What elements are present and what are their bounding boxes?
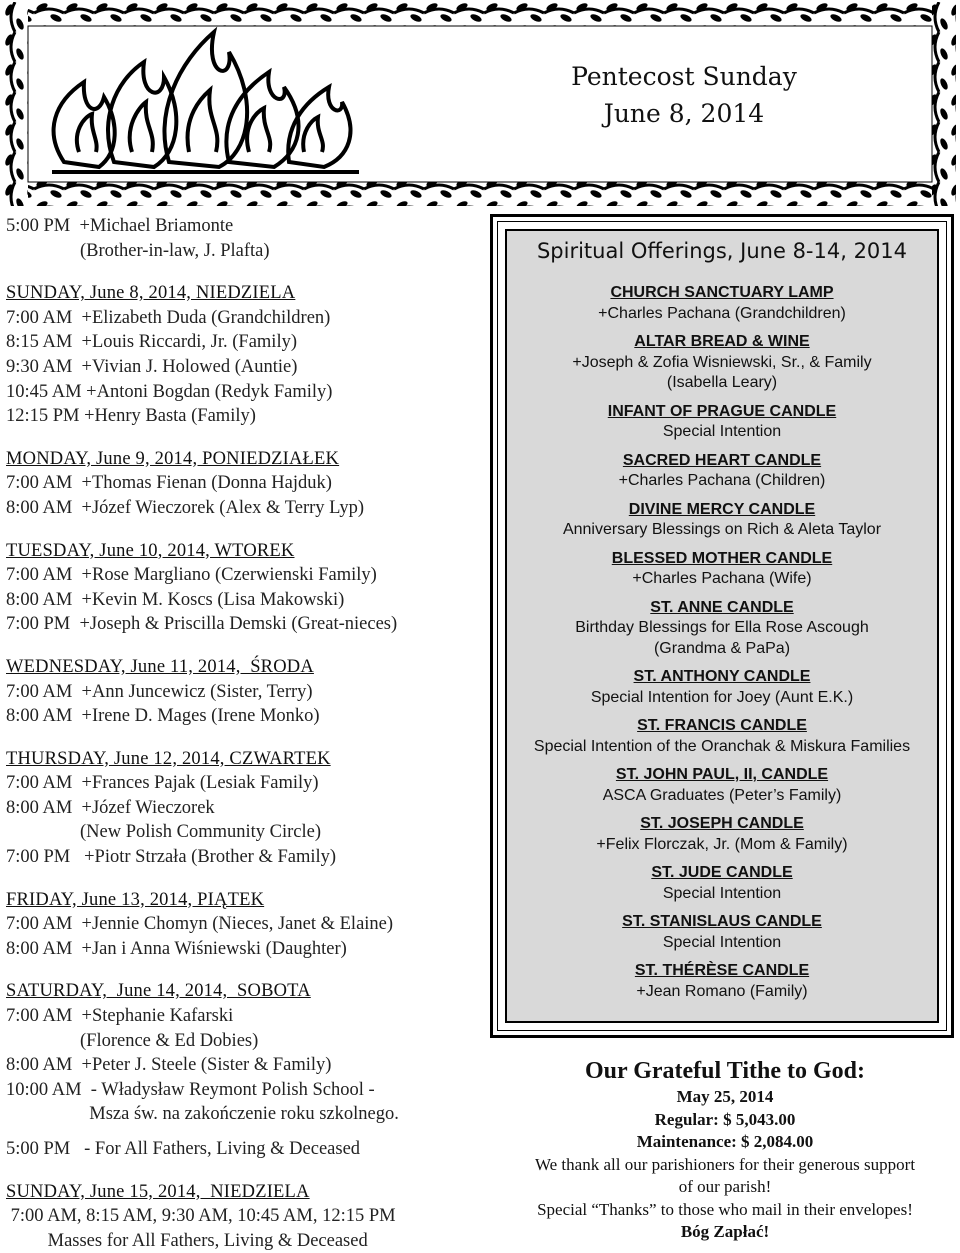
schedule-line: 7:00 PM +Piotr Strzała (Brother & Family) [6,847,337,868]
schedule-line: (Brother-in-law, J. Plafta) [6,240,270,261]
tithe-regular: Regular: $ 5,043.00 [654,1109,796,1129]
day-heading: MONDAY, June 9, 2014, PONIEDZIAŁEK [6,448,340,469]
schedule-line: 10:45 AM +Antoni Bogdan (Redyk Family) [6,381,333,402]
offering-heading: ST. JOHN PAUL, II, CANDLE [615,766,829,783]
schedule-line: 12:15 PM +Henry Basta (Family) [6,406,256,427]
offerings-title: Spiritual Offerings, June 8-14, 2014 [536,239,908,263]
offering-item [507,667,937,708]
day-heading: THURSDAY, June 12, 2014, CZWARTEK [6,748,331,769]
page-date: June 8, 2014 [603,99,765,128]
offering-item [507,549,937,590]
offering-item [507,863,937,904]
offering-item [507,332,937,394]
schedule-line: Masses for All Fathers, Living & Deceased [6,1230,368,1251]
schedule-line: Msza św. na zakończenie roku szkolnego. [6,1104,399,1125]
schedule-line: 7:00 AM +Elizabeth Duda (Grandchildren) [6,307,331,328]
schedule-line: 8:15 AM +Louis Riccardi, Jr. (Family) [6,332,297,353]
schedule-line: 8:00 AM +Jan i Anna Wiśniewski (Daughter) [6,938,347,959]
offering-line: Special Intention [662,884,782,902]
day-heading: SATURDAY, June 14, 2014, SOBOTA [6,981,311,1002]
offering-item [507,765,937,806]
schedule-line: 8:00 AM +Kevin M. Koscs (Lisa Makowski) [6,589,345,610]
offering-line: Special Intention of the Oranchak & Miskura Families [533,737,911,755]
header-banner [4,2,956,206]
schedule-line: 7:00 AM +Stephanie Kafarski [6,1006,234,1027]
offering-line: Birthday Blessings for Ella Rose Ascough [575,619,869,636]
day-heading: TUESDAY, June 10, 2014, WTOREK [6,540,295,561]
tithe-maintenance: Maintenance: $ 2,084.00 [636,1132,814,1151]
tithe-thanks: Special “Thanks” to those who mail in their envelopes! [537,1199,913,1219]
offering-heading: DIVINE MERCY CANDLE [628,500,816,518]
offering-line: +Jean Romano (Family) [636,982,808,1000]
offering-line: (Grandma & PaPa) [653,639,791,657]
offering-heading: CHURCH SANCTUARY LAMP [610,284,834,301]
offering-line: Special Intention [662,423,782,440]
offering-item [507,402,937,443]
schedule-line: 7:00 PM +Joseph & Priscilla Demski (Great-nieces) [6,614,398,635]
day-heading: WEDNESDAY, June 11, 2014, ŚRODA [6,656,314,677]
offering-heading: ST. FRANCIS CANDLE [637,717,807,734]
schedule-line: 8:00 AM +Józef Wieczorek (Alex & Terry Lyp) [6,497,365,518]
offering-line: +Charles Pachana (Children) [618,472,826,489]
schedule-line: (Florence & Ed Dobies) [6,1030,259,1051]
offering-item [507,451,937,492]
schedule-line: 8:00 AM +Peter J. Steele (Sister & Family) [6,1055,332,1076]
schedule-line: (New Polish Community Circle) [6,822,321,843]
offering-heading: ST. ANTHONY CANDLE [633,668,811,685]
offering-heading: ST. ANNE CANDLE [650,598,794,616]
offering-item [507,961,937,1002]
schedule-line: 7:00 AM +Ann Juncewicz (Sister, Terry) [6,681,313,702]
offering-item [507,912,937,953]
tithe-thanks: We thank all our parishioners for their generous support [534,1154,916,1174]
schedule-line: 10:00 AM - Władysław Reymont Polish School - [6,1079,375,1100]
offering-item [507,598,937,660]
offering-heading: BLESSED MOTHER CANDLE [611,549,833,567]
offering-heading: ST. JOSEPH CANDLE [640,815,804,832]
offering-item [507,814,937,855]
schedule-line: 7:00 AM +Frances Pajak (Lesiak Family) [6,773,319,794]
tithe-date: May 25, 2014 [676,1087,774,1106]
offering-heading: ST. STANISLAUS CANDLE [622,913,822,930]
offering-item [507,716,937,757]
offering-line: Special Intention [662,933,782,951]
offering-heading: ALTAR BREAD & WINE [634,333,810,350]
day-heading: SUNDAY, June 15, 2014, NIEDZIELA [6,1181,310,1202]
offering-heading: ST. THÉRÈSE CANDLE [634,962,810,979]
vine-border-decoration [4,2,956,206]
page-title: Pentecost Sunday [571,62,797,91]
schedule-line: 7:00 AM +Thomas Fienan (Donna Hajduk) [6,473,332,494]
offering-line: +Charles Pachana (Grandchildren) [598,304,846,322]
mass-schedule [6,214,476,1253]
offerings-panel [505,229,939,1023]
schedule-line: 7:00 AM +Rose Margliano (Czerwienski Family) [6,565,377,586]
schedule-line: 5:00 PM - For All Fathers, Living & Deceased [6,1139,361,1159]
schedule-line: 9:30 AM +Vivian J. Holowed (Auntie) [6,356,298,377]
offerings-list [507,283,937,1010]
offering-line: +Charles Pachana (Wife) [632,570,812,587]
offering-item [507,283,937,324]
offerings-frame [490,214,954,1038]
offering-heading: INFANT OF PRAGUE CANDLE [607,402,837,420]
schedule-line: 7:00 AM, 8:15 AM, 9:30 AM, 10:45 AM, 12:15 PM [6,1206,396,1227]
schedule-line: 7:00 AM +Jennie Chomyn (Nieces, Janet & Elaine) [6,914,394,935]
offering-heading: ST. JUDE CANDLE [651,864,793,881]
tithe-thanks: of our parish! [678,1177,772,1196]
offering-line: +Joseph & Zofia Wisniewski, Sr., & Family [572,353,872,371]
offering-line: (Isabella Leary) [666,374,778,391]
offering-line: +Felix Florczak, Jr. (Mom & Family) [596,835,848,853]
tithe-section [496,1056,954,1244]
offering-line: ASCA Graduates (Peter’s Family) [602,786,842,804]
tithe-closing: Bóg Zapłać! [680,1222,770,1241]
day-heading: FRIDAY, June 13, 2014, PIĄTEK [6,889,265,910]
offering-item [507,500,937,541]
day-heading: SUNDAY, June 8, 2014, NIEDZIELA [6,283,296,304]
schedule-line: 8:00 AM +Józef Wieczorek [6,797,215,818]
schedule-line: 8:00 AM +Irene D. Mages (Irene Monko) [6,706,320,727]
offering-line: Special Intention for Joey (Aunt E.K.) [590,688,854,706]
tithe-title: Our Grateful Tithe to God: [584,1058,865,1084]
offering-line: Anniversary Blessings on Rich & Aleta Taylor [562,521,882,538]
offering-heading: SACRED HEART CANDLE [622,451,822,469]
schedule-line: 5:00 PM +Michael Briamonte [6,216,234,236]
